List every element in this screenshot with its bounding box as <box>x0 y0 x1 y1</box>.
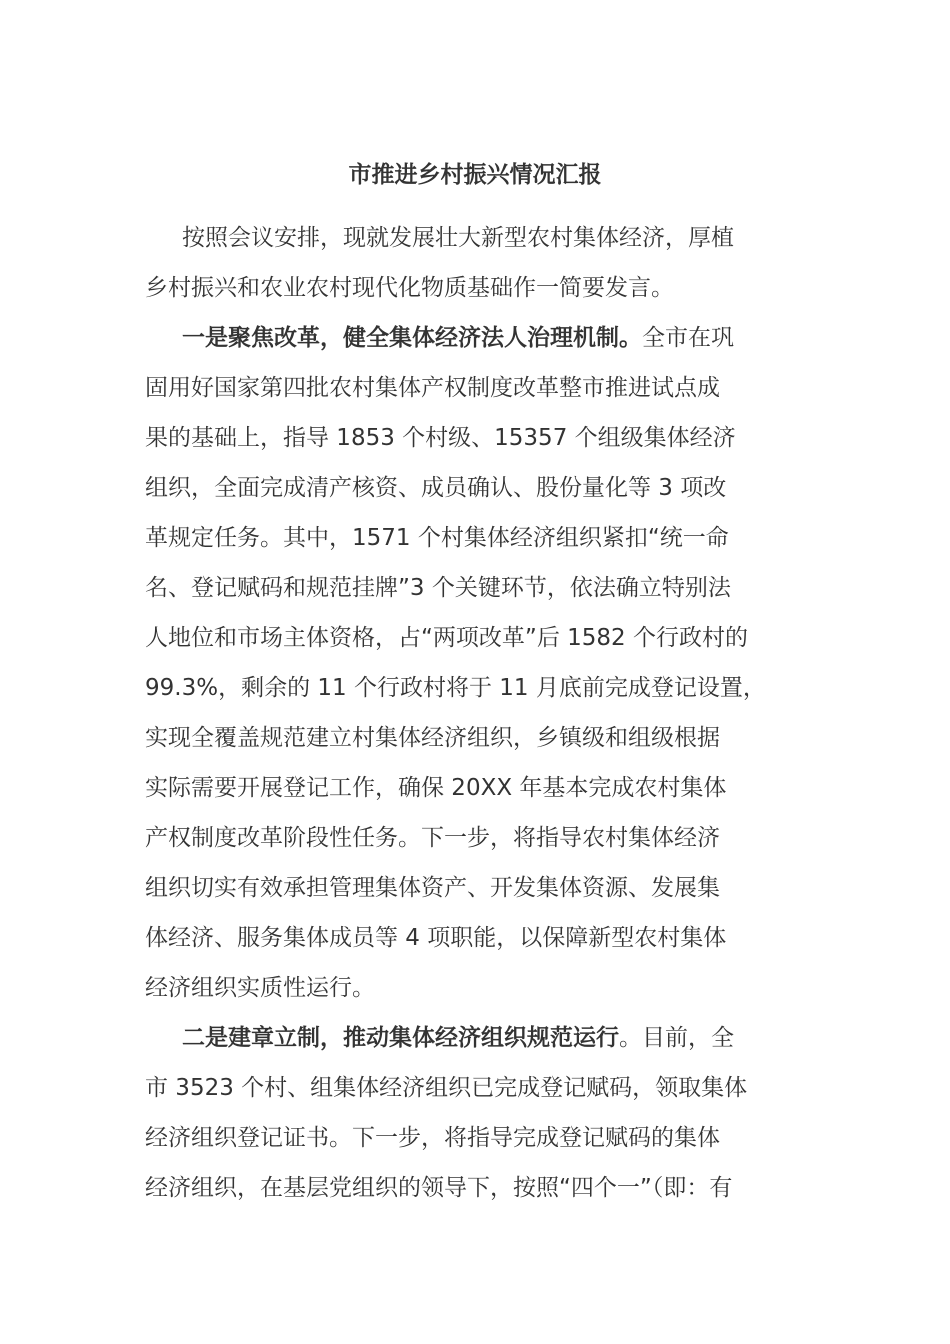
line-text: 实现全覆盖规范建立村集体经济组织，乡镇级和组级根据 <box>145 725 720 751</box>
line-text: 经济组织实质性运行。 <box>145 975 375 1001</box>
paragraph-line <box>145 920 726 956</box>
section-heading: 一是聚焦改革，健全集体经济法人治理机制。 <box>182 325 642 351</box>
line-text: 。目前，全 <box>619 1025 734 1051</box>
paragraph-line <box>182 1020 734 1056</box>
paragraph-line <box>145 570 731 606</box>
paragraph-line <box>145 770 726 806</box>
section-heading: 二是建章立制，推动集体经济组织规范运行 <box>182 1025 619 1051</box>
paragraph-line <box>182 220 734 256</box>
paragraph-line <box>145 670 766 706</box>
line-text: 全市在巩 <box>642 325 734 351</box>
line-text: 实际需要开展登记工作，确保 20XX 年基本完成农村集体 <box>145 775 727 801</box>
line-text: 组织，全面完成清产核资、成员确认、股份量化等 3 项改 <box>145 475 727 501</box>
line-text: 果的基础上，指导 1853 个村级、15357 个组级集体经济 <box>145 425 736 451</box>
line-text: 产权制度改革阶段性任务。下一步，将指导农村集体经济 <box>145 825 720 851</box>
line-text: 组织切实有效承担管理集体资产、开发集体资源、发展集 <box>145 875 720 901</box>
paragraph-line <box>145 270 674 306</box>
paragraph-line <box>145 420 736 456</box>
paragraph-line <box>145 620 748 656</box>
paragraph-line <box>145 720 720 756</box>
line-text: 体经济、服务集体成员等 4 项职能，以保障新型农村集体 <box>145 925 727 951</box>
line-text: 99.3%，剩余的 11 个行政村将于 11 月底前完成登记设置， <box>145 675 766 701</box>
paragraph-line <box>145 520 729 556</box>
paragraph-line <box>145 870 720 906</box>
line-text: 按照会议安排，现就发展壮大新型农村集体经济，厚植 <box>182 225 734 251</box>
paragraph-line <box>145 1120 720 1156</box>
paragraph-line <box>145 820 720 856</box>
line-text: 经济组织登记证书。下一步，将指导完成登记赋码的集体 <box>145 1125 720 1151</box>
paragraph-line <box>145 470 726 506</box>
paragraph-line <box>145 1070 747 1106</box>
paragraph-line <box>145 370 720 406</box>
line-text: 固用好国家第四批农村集体产权制度改革整市推进试点成 <box>145 375 720 401</box>
line-text: 革规定任务。其中，1571 个村集体经济组织紧扣“统一命 <box>145 525 729 551</box>
paragraph-line <box>182 320 734 356</box>
document-title: 市推进乡村振兴情况汇报 <box>348 162 602 188</box>
paragraph-line <box>145 1170 732 1206</box>
line-text: 市 3523 个村、组集体经济组织已完成登记赋码，领取集体 <box>145 1075 748 1101</box>
line-text: 经济组织，在基层党组织的领导下，按照“四个一”（即：有 <box>145 1175 733 1201</box>
line-text: 名、登记赋码和规范挂牌”3 个关键环节，依法确立特别法 <box>145 575 731 601</box>
line-text: 人地位和市场主体资格，占“两项改革”后 1582 个行政村的 <box>145 625 748 651</box>
paragraph-line <box>145 970 375 1006</box>
line-text: 乡村振兴和农业农村现代化物质基础作一简要发言。 <box>145 275 674 301</box>
